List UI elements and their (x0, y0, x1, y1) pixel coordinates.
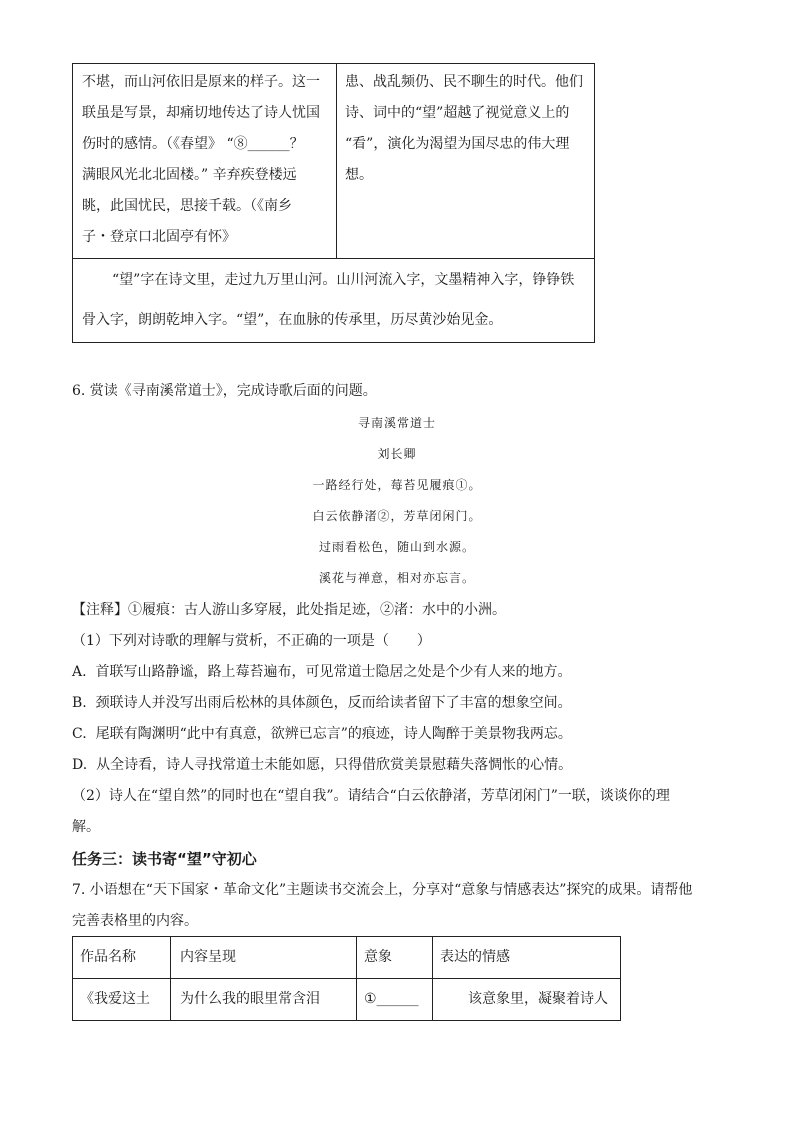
question-6-sub2-cont: 解。 (72, 819, 100, 835)
poem-line: 过雨看松色，随山到水源。 (318, 540, 475, 554)
table2-border-v (170, 936, 171, 1021)
table2-border-top (72, 936, 621, 937)
option-c: C. 尾联有陶渊明“此中有真意，欲辨已忘言”的痕迹，诗人陶醉于美景物我两忘。 (72, 726, 572, 742)
table1-left-line: 子・登京口北固亭有怀》 (82, 229, 236, 245)
poem-line: 溪花与禅意，相对亦忘言。 (318, 571, 475, 585)
table1-border-top (72, 63, 595, 64)
table1-border-bottom (72, 342, 595, 343)
table2-border-mid (72, 978, 621, 979)
table2-border-v (356, 936, 357, 1021)
poem-author: 刘长卿 (377, 447, 417, 461)
table1-right-line: 诗、词中的“望”超越了视觉意义上的 (345, 105, 570, 121)
option-a: A. 首联写山路静谧，路上莓苔遍布，可见常道士隐居之处是个少有人来的地方。 (72, 664, 572, 680)
table1-left-line: 联虽是写景，却痛切地传达了诗人忧国 (82, 105, 320, 121)
table1-left-line: 不堪，而山河依旧是原来的样子。这一 (82, 74, 320, 90)
table1-left-line: 眺，此国忧民，思接千载。（《南乡 (82, 198, 292, 214)
table1-right-line: 患、战乱频仍、民不聊生的时代。他们 (345, 74, 583, 90)
question-6-sub1: （1）下列对诗歌的理解与赏析，不正确的一项是（ ） (72, 633, 431, 649)
table2-cell-imagery: ①______ (364, 991, 419, 1007)
poem-title: 寻南溪常道士 (357, 416, 436, 430)
table2-cell-content: 为什么我的眼里常含泪 (180, 991, 320, 1007)
table1-bottom-line: 骨入字，朗朗乾坤入字。“望”，在血脉的传承里，历尽黄沙始见金。 (82, 312, 503, 328)
table2-cell-emotion: 该意象里，凝聚着诗人 (468, 991, 608, 1007)
option-d: D. 从全诗看，诗人寻找常道士未能如愿，只得借欣赏美景慰藉失落惆怅的心情。 (72, 757, 573, 773)
question-7-prompt-cont: 完善表格里的内容。 (72, 913, 198, 929)
table1-border-right (594, 63, 595, 343)
table1-border-center (336, 63, 337, 259)
table1-left-line: 伤时的感情。（《春望》 “⑧______？ (82, 136, 304, 152)
task3-heading: 任务三：读书寄“望”守初心 (72, 850, 257, 868)
question-6-prompt: 6. 赏读《寻南溪常道士》，完成诗歌后面的问题。 (72, 383, 377, 399)
table2-border-v (432, 936, 433, 1021)
table2-header-imagery: 意象 (364, 949, 392, 965)
question-7-prompt: 7. 小语想在“天下国家・革命文化”主题读书交流会上，分享对“意象与情感表达”探究的成果。请帮他 (72, 882, 693, 898)
table2-header-work: 作品名称 (80, 949, 136, 965)
poem-line: 白云依静渚②，芳草闭闲门。 (312, 509, 482, 523)
table2-border-bottom (72, 1020, 621, 1021)
option-b: B. 颈联诗人并没写出雨后松林的具体颜色，反而给读者留下了丰富的想象空间。 (72, 695, 572, 711)
question-6-sub2: （2）诗人在“望自然”的同时也在“望自我”。请结合“白云依静渚，芳草闭闲门”一联，谈谈你的理 (72, 788, 670, 804)
table2-border-v (620, 936, 621, 1021)
table2-header-content: 内容呈现 (180, 949, 236, 965)
poem-line: 一路经行处，莓苔见履痕①。 (312, 478, 482, 492)
table1-left-line: 满眼风光北北固楼。” 辛弃疾登楼远 (82, 167, 297, 183)
table1-right-line: 想。 (345, 167, 373, 183)
table1-bottom-line: “望”字在诗文里，走过九万里山河。山川河流入字，文墨精神入字，铮铮铁 (112, 272, 575, 288)
table2-border-v (72, 936, 73, 1021)
table2-header-emotion: 表达的情感 (440, 949, 510, 965)
table1-border-left (72, 63, 73, 343)
poem-note: 【注释】①履痕：古人游山多穿屐，此处指足迹，②渚：水中的小洲。 (72, 602, 506, 618)
table1-right-line: “看”，演化为渴望为国尽忠的伟大理 (345, 136, 570, 152)
table2-cell-work: 《我爱这土 (80, 991, 150, 1007)
table1-border-mid (72, 258, 595, 259)
